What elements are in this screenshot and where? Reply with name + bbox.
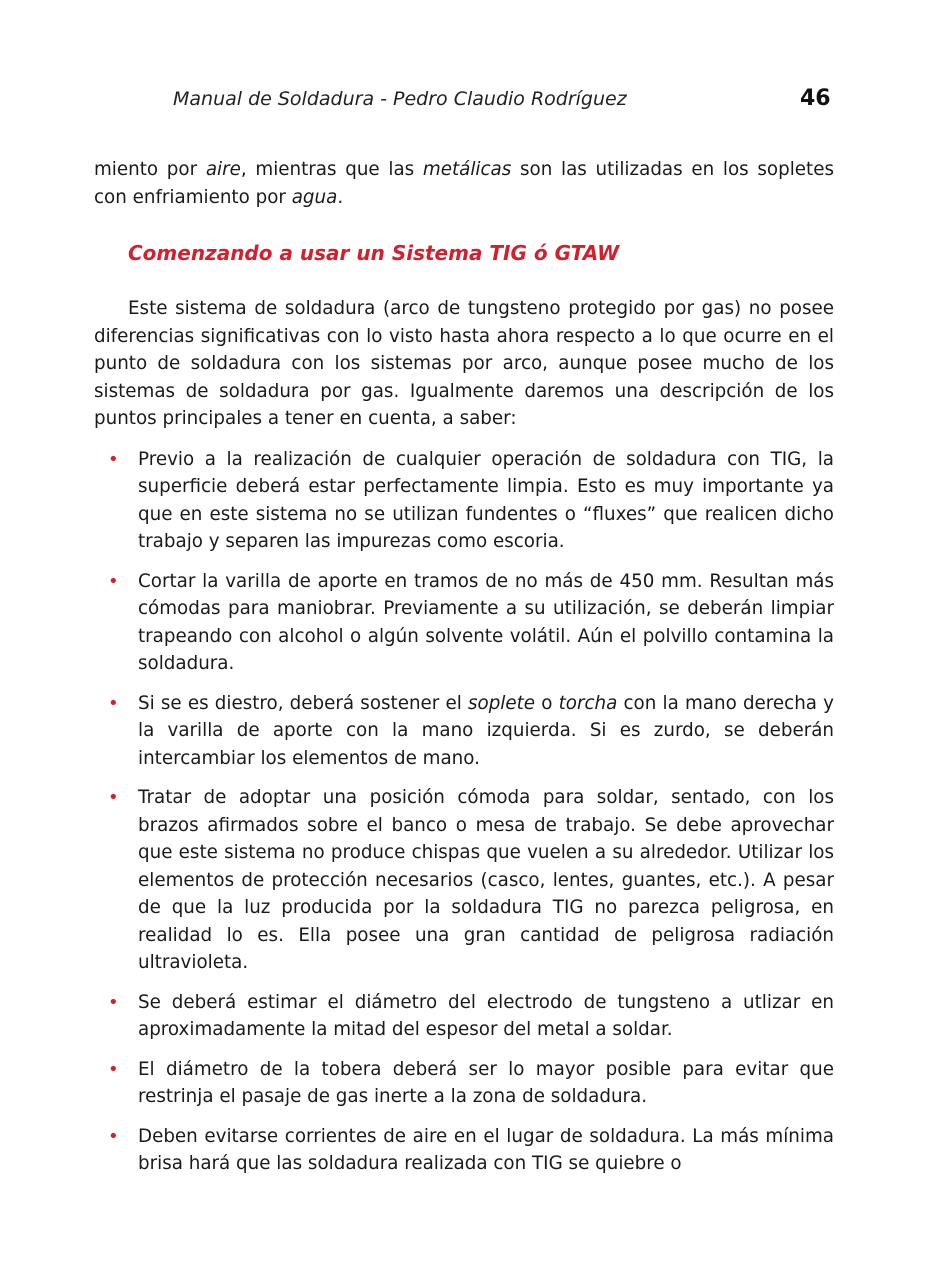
bullet-icon: •: [108, 991, 119, 1013]
list-item-text: Tratar de adoptar una posición cómoda para soldar, sentado, con los brazos afirmados sobre el banco o mesa de trabajo. Se debe aprovechar que este sistema no produce chispas que vuelen a su alrededor. Utilizar los elementos de protección necesarios (casco, lentes, guantes, etc.). A pesar de que la luz producida por la soldadura TIG no parezca peligrosa, en realidad lo es. Ella posee una gran cantidad de peligrosa radiación ultravioleta.: [138, 787, 834, 973]
bullet-icon: •: [108, 1125, 119, 1147]
bullet-icon: •: [108, 1058, 119, 1080]
list-item-text: El diámetro de la tobera deberá ser lo mayor posible para evitar que restrinja el pasaje de gas inerte a la zona de soldadura.: [138, 1058, 834, 1107]
list-item-text-part-2: o: [535, 692, 559, 714]
list-item-text: Previo a la realización de cualquier operación de soldadura con TIG, la superficie deberá estar perfectamente limpia. Esto es muy importante ya que en este sistema no se utilizan fundentes o “fluxes” que realicen dicho trabajo y separen las impurezas como escoria.: [138, 448, 834, 552]
list-item: [94, 446, 834, 556]
intro-paragraph: Este sistema de soldadura (arco de tungsteno protegido por gas) no posee diferencias significativas con lo visto hasta ahora respecto a lo que ocurre en el punto de soldadura con los sistemas por arco, aunque posee mucho de los sistemas de soldadura por gas. Igualmente daremos una descripción de los puntos principales a tener en cuenta, a saber:: [94, 298, 834, 429]
continuation-emphasis-1: aire: [205, 159, 241, 180]
list-item-text-part-3: con la mano derecha y la varilla de aporte con la mano izquierda. Si es zurdo, se deberán intercambiar los elementos de mano.: [138, 692, 834, 769]
running-header-title: Manual de Soldadura - Pedro Claudio Rodríguez: [173, 88, 627, 110]
list-item-emphasis-soplete: soplete: [467, 692, 536, 714]
continuation-emphasis-3: agua: [291, 186, 338, 208]
list-item-text: Se deberá estimar el diámetro del electrodo de tungsteno a utlizar en aproximadamente la mitad del espesor del metal a soldar.: [138, 991, 834, 1040]
continuation-paragraph: [94, 156, 834, 211]
bullet-list: [94, 446, 834, 1178]
list-item: [94, 784, 834, 977]
bullet-icon: •: [108, 448, 119, 470]
list-item: [94, 568, 834, 678]
bullet-icon: •: [108, 692, 119, 714]
bullet-icon: •: [108, 787, 119, 808]
continuation-text-1: miento por: [94, 159, 206, 180]
list-item: [94, 1056, 834, 1111]
list-item-text: Deben evitarse corrientes de aire en el lugar de soldadura. La más mínima brisa hará que las soldadura realizada con TIG se quiebre o: [138, 1125, 834, 1174]
continuation-text-2: , mientras que las: [240, 159, 423, 180]
section-heading: Comenzando a usar un Sistema TIG ó GTAW: [128, 241, 620, 265]
list-item: [94, 690, 834, 773]
list-item-emphasis-torcha: torcha: [558, 692, 618, 714]
page-body: [94, 156, 834, 1178]
list-item: [94, 1123, 834, 1178]
list-item-text: [138, 693, 834, 769]
list-item-text-part-1: Si se es diestro, deberá sostener el: [138, 692, 468, 714]
list-item: [94, 989, 834, 1044]
continuation-text-4: .: [337, 186, 344, 208]
continuation-text-3: son las utilizadas en los sopletes con enfriamiento por: [94, 159, 834, 208]
bullet-icon: •: [108, 570, 119, 592]
page-header: [0, 86, 927, 116]
continuation-emphasis-2: metálicas: [422, 159, 512, 180]
page-number: 46: [800, 86, 831, 111]
list-item-text: Cortar la varilla de aporte en tramos de no más de 450 mm. Resultan más cómodas para maniobrar. Previamente a su utilización, se deberán limpiar trapeando con alcohol o algún solvente volátil. Aún el polvillo contamina la soldadura.: [138, 570, 834, 674]
